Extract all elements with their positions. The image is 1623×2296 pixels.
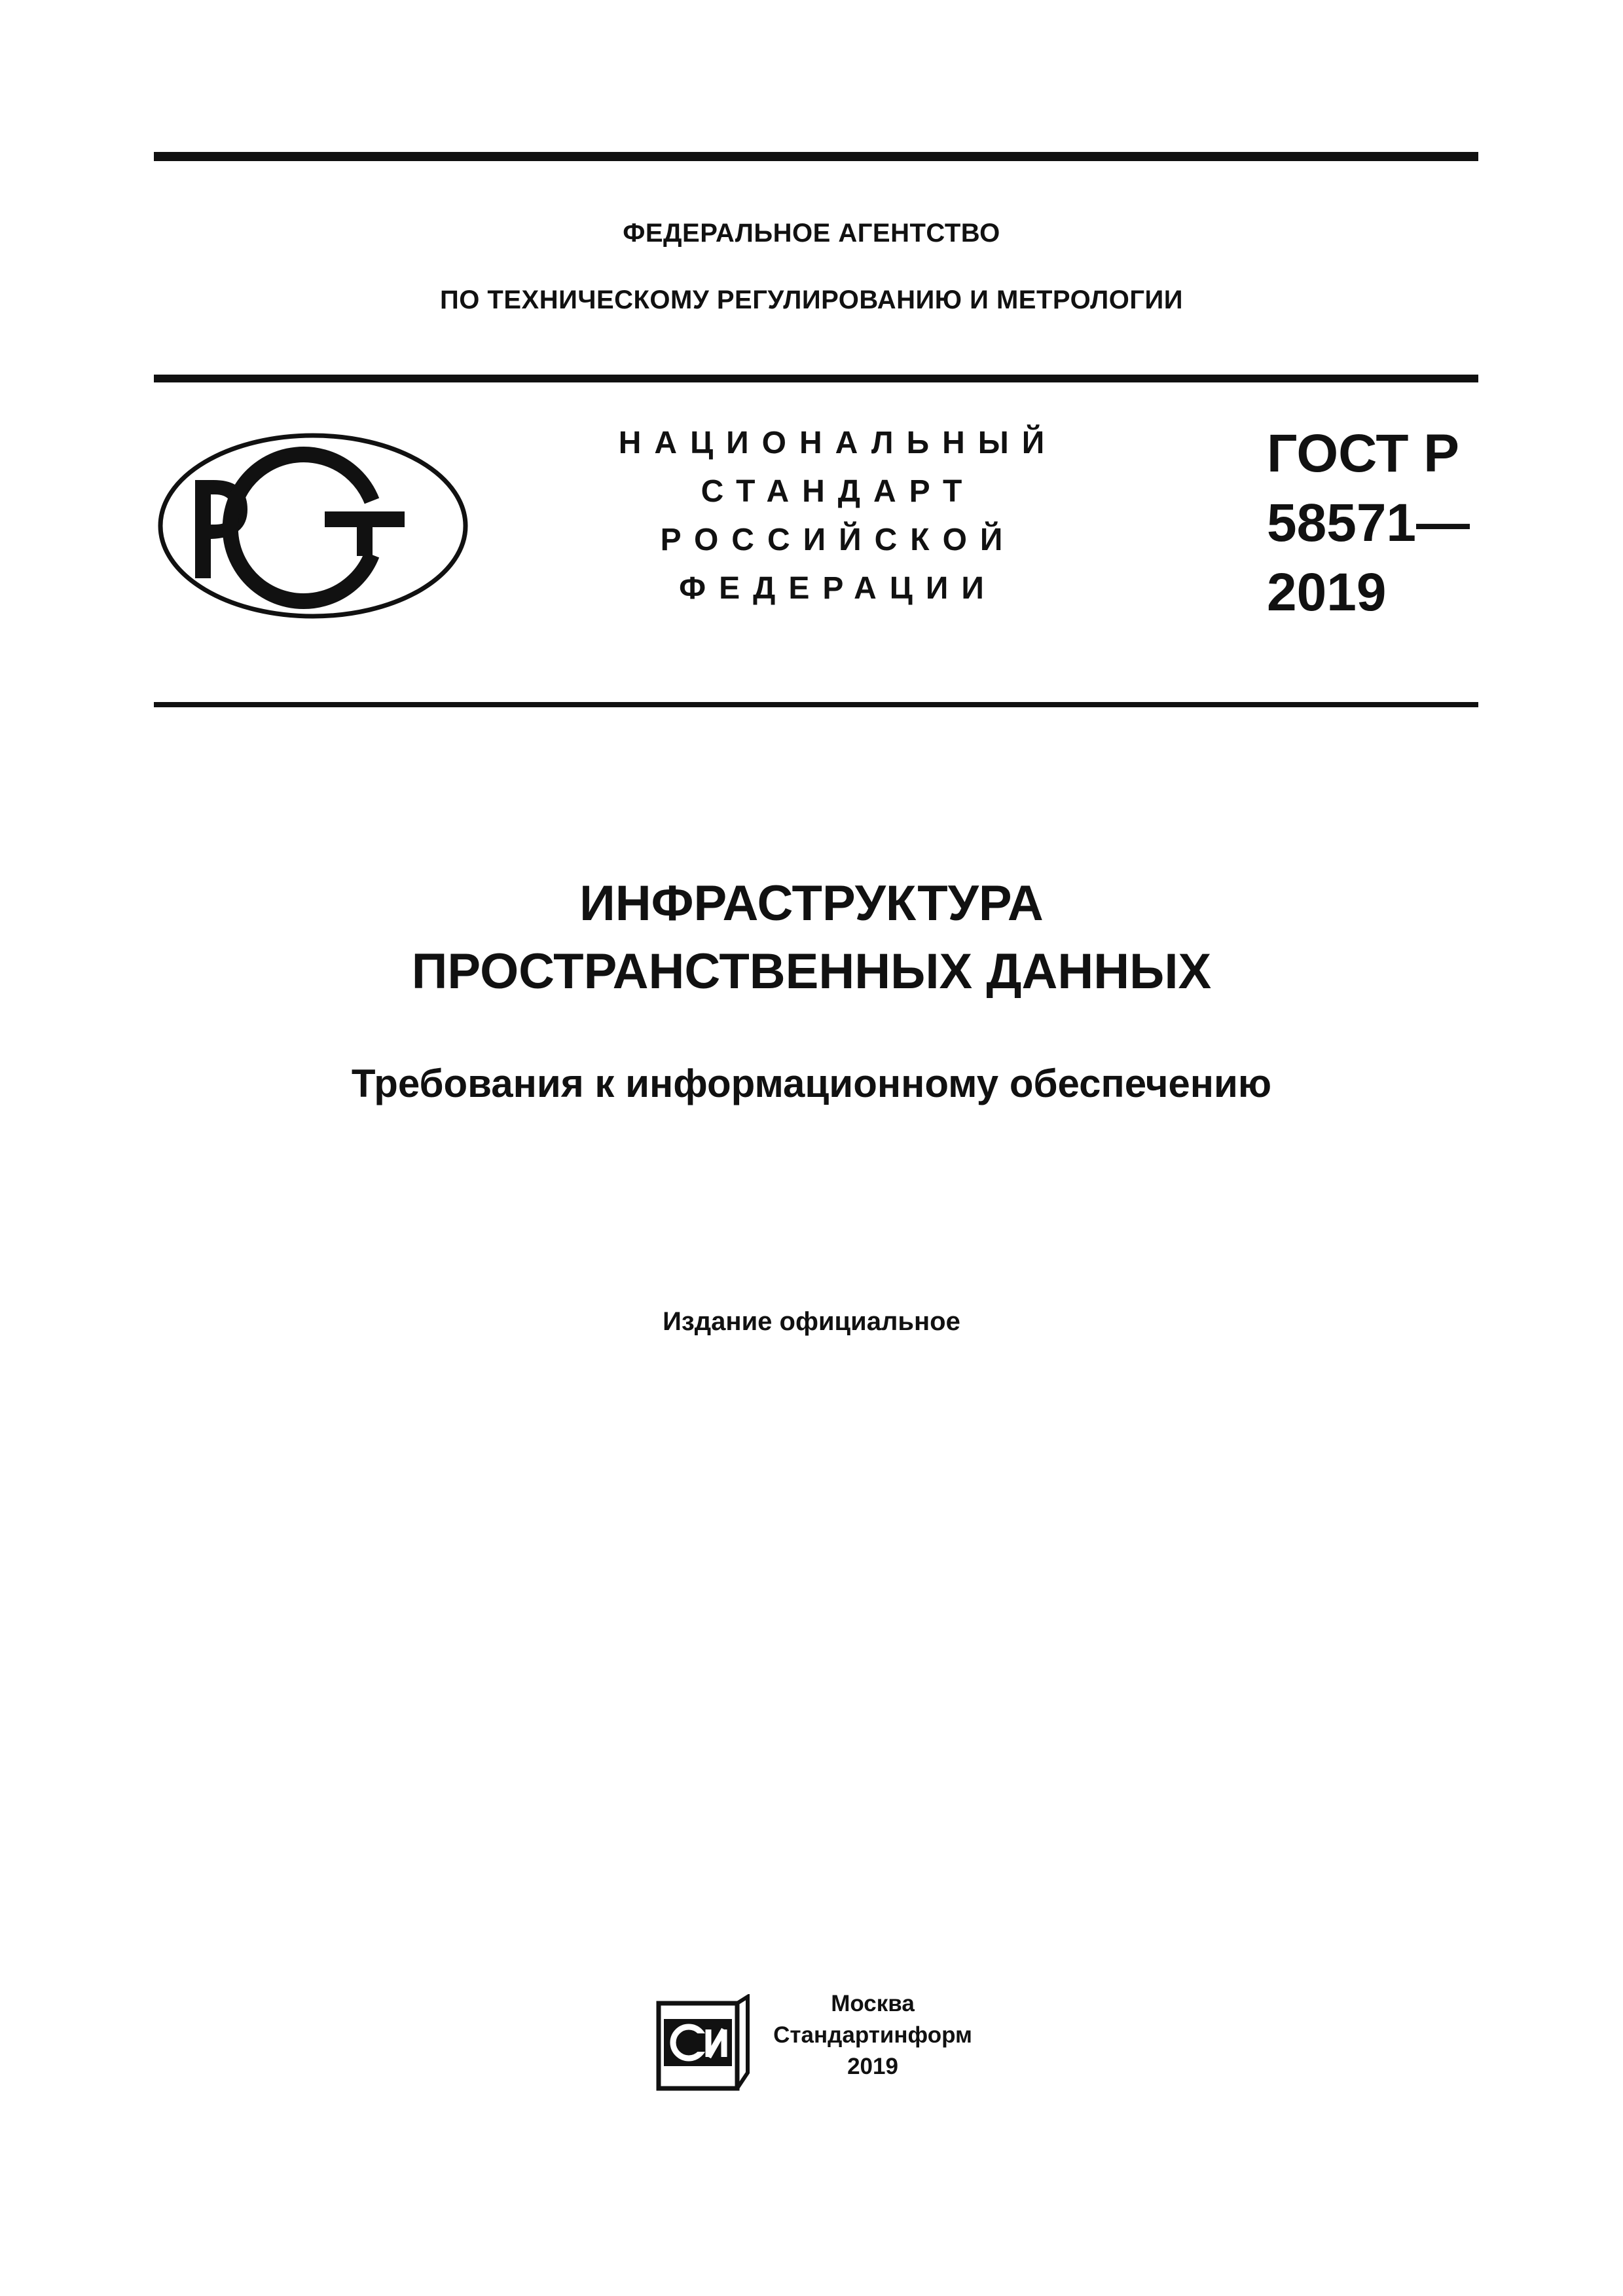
designation-line: 58571— — [1267, 493, 1470, 553]
publisher-city: Москва — [831, 1991, 915, 2016]
agency-name-line1: ФЕДЕРАЛЬНОЕ АГЕНТСТВО — [623, 219, 1000, 248]
document-title — [0, 870, 1623, 1006]
standard-designation — [1267, 419, 1470, 627]
standard-type-line: ФЕДЕРАЦИИ — [679, 571, 997, 606]
title-line: ПРОСТРАНСТВЕННЫХ ДАННЫХ — [411, 944, 1212, 999]
agency-name-line2: ПО ТЕХНИЧЕСКОМУ РЕГУЛИРОВАНИЮ И МЕТРОЛОГИИ — [439, 286, 1184, 314]
standartinform-icon — [655, 1994, 752, 2092]
standard-type-label — [589, 419, 1087, 613]
publisher-block — [771, 1988, 974, 2083]
bottom-rule — [154, 702, 1478, 707]
middle-rule — [154, 375, 1478, 382]
document-subtitle: Требования к информационному обеспечению — [351, 1062, 1272, 1105]
rst-certification-icon — [156, 428, 470, 624]
designation-line: ГОСТ Р — [1267, 424, 1459, 483]
publisher-name: Стандартинформ — [773, 2022, 972, 2048]
standard-type-line: РОССИЙСКОЙ — [660, 523, 1016, 557]
title-line: ИНФРАСТРУКТУРА — [579, 876, 1044, 931]
designation-line: 2019 — [1267, 563, 1387, 622]
publisher-year: 2019 — [847, 2054, 898, 2079]
standard-type-line: НАЦИОНАЛЬНЫЙ — [618, 426, 1058, 460]
standard-type-line: СТАНДАРТ — [701, 474, 976, 509]
top-rule — [154, 152, 1478, 161]
edition-label: Издание официальное — [663, 1307, 960, 1336]
